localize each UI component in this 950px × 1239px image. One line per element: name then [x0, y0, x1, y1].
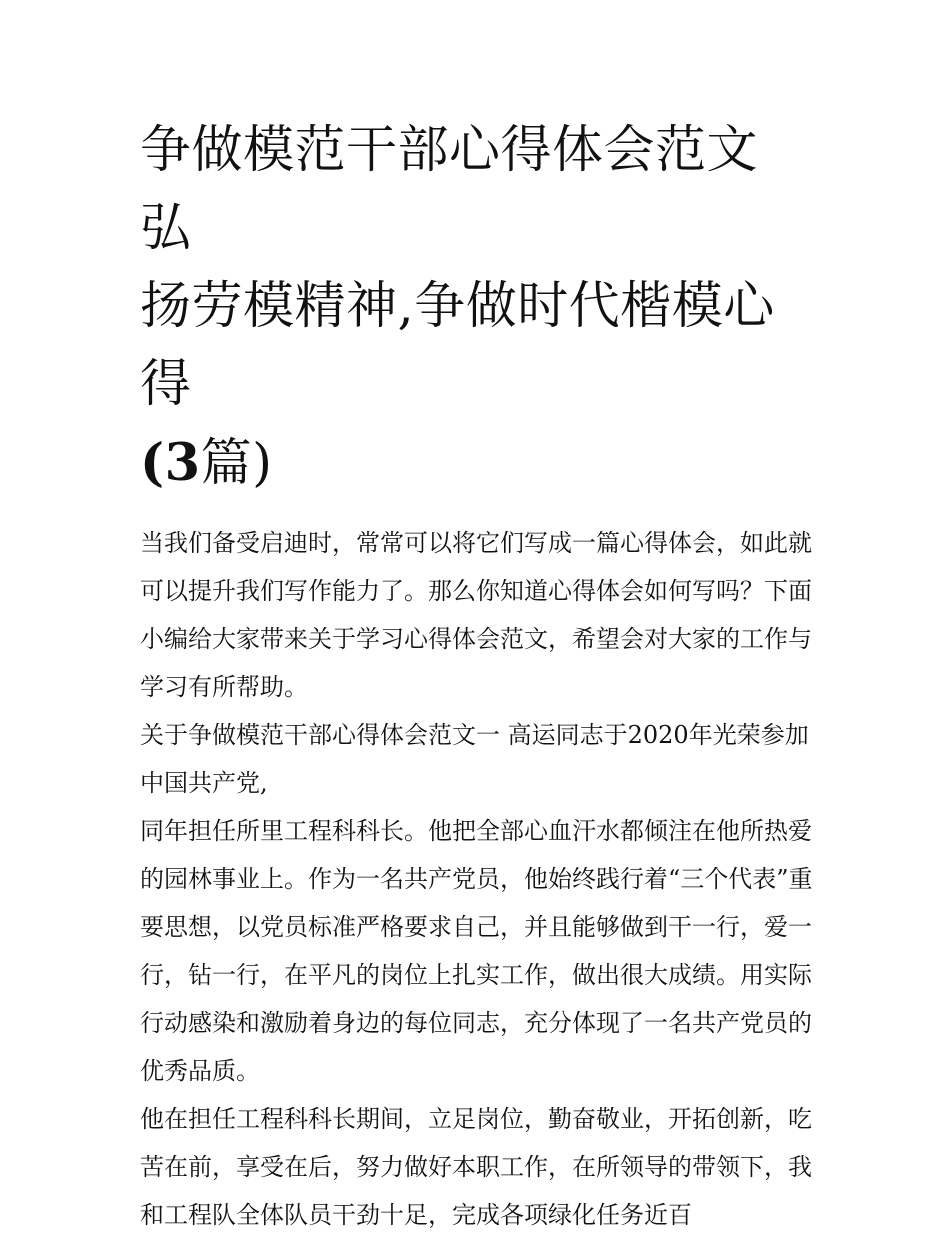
title-line-2: 扬劳模精神,争做时代楷模心得 — [140, 277, 775, 414]
document-body — [140, 519, 815, 1239]
paragraph-work: 他在担任工程科科长期间，立足岗位，勤奋敬业，开拓创新，吃苦在前，享受在后，努力做好本职工作，在所领导的带领下，我和工程队全体队员干劲十足，完成各项绿化任务近百 — [140, 1105, 812, 1229]
document-title — [140, 112, 815, 503]
title-line-3-rest: 篇) — [200, 434, 273, 493]
paragraph-profile: 同年担任所里工程科科长。他把全部心血汗水都倾注在他所热爱的园林事业上。作为一名共产党员，他始终践行着“三个代表”重要思想，以党员标准严格要求自己，并且能够做到干一行，爱一行，钻一行，在平凡的岗位上扎实工作，做出很大成绩。用实际行动感染和激励着身边的每位同志，充分体现了一名共产党员的优秀品质。 — [140, 817, 813, 1085]
title-line-3-count: (3 — [140, 433, 201, 493]
paragraph-intro: 当我们备受启迪时，常常可以将它们写成一篇心得体会，如此就可以提升我们写作能力了。那么你知道心得体会如何写吗？下面小编给大家带来关于学习心得体会范文，希望会对大家的工作与学习有所帮助。 — [140, 529, 812, 701]
title-line-1: 争做模范干部心得体会范文 弘 — [140, 121, 759, 258]
paragraph-section-heading: 关于争做模范干部心得体会范文一 高运同志于2020年光荣参加中国共产党, — [140, 721, 809, 797]
document-content — [140, 112, 815, 1239]
